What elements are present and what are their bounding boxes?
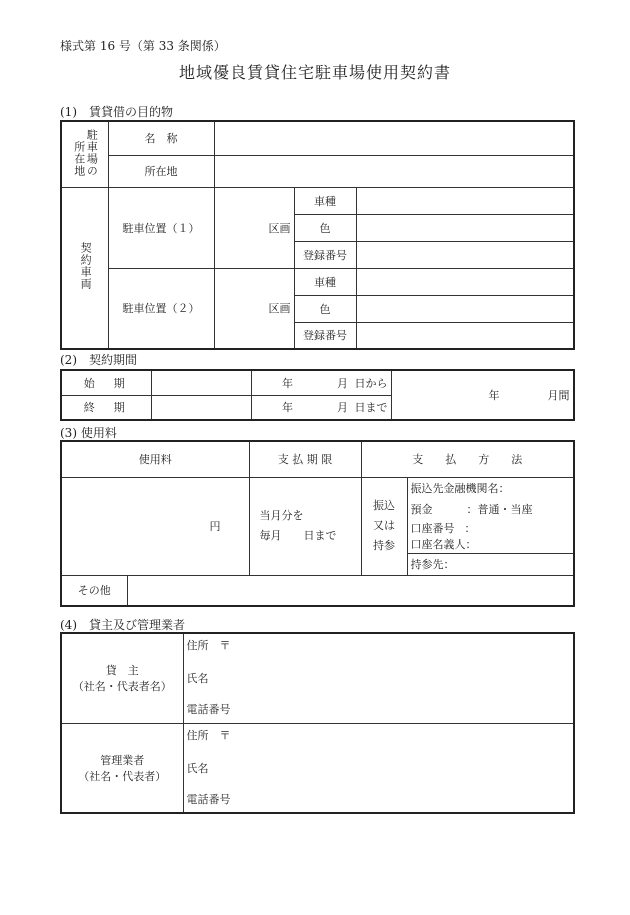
manager-phone: 電話番号 <box>186 792 231 806</box>
lessor-manager-table <box>60 632 575 814</box>
lessor-info-cell[interactable] <box>183 633 574 723</box>
document-title: 地域優良賃貸住宅駐車場使用契約書 <box>178 63 451 82</box>
account-holder-field[interactable]: 口座名義人： <box>407 536 574 553</box>
fee-amount-cell[interactable] <box>61 477 249 575</box>
reg-number-label-2: 登録番号 <box>294 322 356 349</box>
manager-name: 氏名 <box>186 761 209 775</box>
address-field[interactable] <box>214 155 574 187</box>
color-field-1[interactable] <box>356 214 574 241</box>
start-month-unit: 月 <box>296 370 351 395</box>
lessor-name: 氏名 <box>186 672 209 685</box>
account-number-colon: ： <box>464 521 476 535</box>
method-header: 支 払 方 法 <box>361 441 574 477</box>
name-field[interactable] <box>214 121 574 155</box>
deposit-type-row[interactable] <box>407 499 574 519</box>
reg-number-field-1[interactable] <box>356 241 574 268</box>
section3-heading: (3) 使用料 <box>60 426 117 440</box>
deposit-type-options: ：普通・当座 <box>466 503 533 516</box>
transfer-or-bring-label: 振込又は持参 <box>361 477 407 575</box>
end-month-unit: 月 <box>296 395 351 420</box>
current-month-text: 当月分を <box>259 509 304 522</box>
manager-label-cell <box>61 723 183 813</box>
target-property-table <box>60 120 575 350</box>
section1-heading: (1) 賃貸借の目的物 <box>60 105 173 119</box>
lessor-label-cell <box>61 633 183 723</box>
color-label-1: 色 <box>294 214 356 241</box>
section2-heading: (2) 契約期間 <box>60 353 137 367</box>
section4-heading: (4) 貸主及び管理業者 <box>60 618 185 632</box>
position1-kukaku: 区画 <box>214 187 294 268</box>
lessor-label: 貸 主 <box>105 664 139 678</box>
duration-month-unit: 月間 <box>547 389 570 402</box>
position2-kukaku: 区画 <box>214 268 294 349</box>
car-type-label-1: 車種 <box>294 187 356 214</box>
color-label-2: 色 <box>294 295 356 322</box>
yen-unit: 円 <box>209 520 221 533</box>
deadline-cell[interactable] <box>249 477 361 575</box>
position1-label: 駐車位置（１） <box>108 187 214 268</box>
account-number-label: 口座番号 <box>410 521 455 535</box>
start-year-field[interactable] <box>151 370 251 395</box>
reg-number-field-2[interactable] <box>356 322 574 349</box>
manager-address: 住所 〒 <box>186 728 231 742</box>
car-type-field-2[interactable] <box>356 268 574 295</box>
start-label: 始 期 <box>61 370 151 395</box>
car-type-label-2: 車種 <box>294 268 356 295</box>
duration-cell[interactable] <box>391 370 574 420</box>
manager-sublabel: （社名・代表者） <box>78 769 167 783</box>
fee-header: 使用料 <box>61 441 249 477</box>
end-year-field[interactable] <box>151 395 251 420</box>
address-label: 所在地 <box>108 155 214 187</box>
start-year-unit: 年 <box>251 370 296 395</box>
parking-location-label: 所在地駐車場の <box>61 121 108 187</box>
manager-info-cell[interactable] <box>183 723 574 813</box>
end-year-unit: 年 <box>251 395 296 420</box>
form-number: 様式第 16 号（第 33 条関係） <box>60 39 226 53</box>
car-type-field-1[interactable] <box>356 187 574 214</box>
bank-name-field[interactable]: 振込先金融機関名： <box>407 477 574 499</box>
name-label: 名 称 <box>108 121 214 155</box>
lessor-address: 住所 〒 <box>186 639 231 652</box>
position2-label: 駐車位置（２） <box>108 268 214 349</box>
until-day-text: 日まで <box>303 529 337 542</box>
usage-fee-table <box>60 440 575 607</box>
bring-to-field[interactable]: 持参先： <box>407 553 574 575</box>
other-field[interactable] <box>127 575 574 606</box>
vehicle-label: 契約車両 <box>61 187 108 349</box>
color-field-2[interactable] <box>356 295 574 322</box>
end-label: 終 期 <box>61 395 151 420</box>
lessor-sublabel: （社名・代表者名） <box>72 680 172 694</box>
lessor-phone: 電話番号 <box>186 703 231 716</box>
start-from-unit: 日から <box>351 370 391 395</box>
contract-period-table <box>60 369 575 421</box>
monthly-text: 毎月 <box>259 529 282 542</box>
account-number-row[interactable] <box>407 519 574 536</box>
deadline-header: 支 払 期 限 <box>249 441 361 477</box>
duration-year-unit: 年 <box>488 389 500 402</box>
reg-number-label-1: 登録番号 <box>294 241 356 268</box>
end-until-unit: 日まで <box>351 395 391 420</box>
other-label: その他 <box>61 575 127 606</box>
manager-label: 管理業者 <box>100 753 145 767</box>
deposit-label: 預金 <box>410 503 433 516</box>
